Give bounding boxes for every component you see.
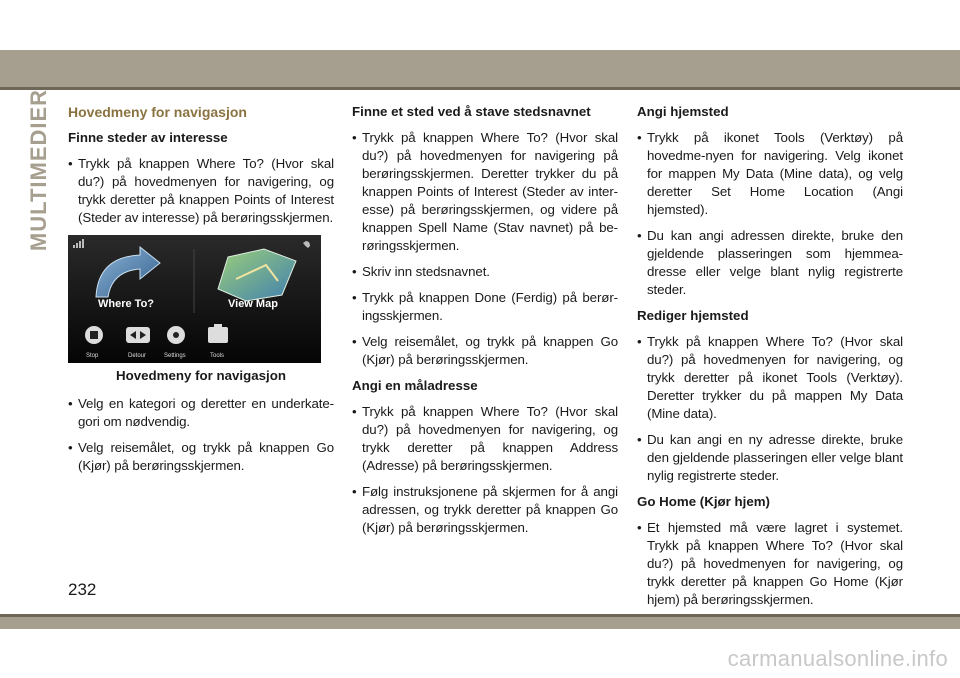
where-to-button: Where To? [98,298,155,310]
subheading-go-home: Go Home (Kjør hjem) [637,494,770,509]
bullet-text: Velg reisemålet, og trykk på knappen Go (Kjør) på berøringsskjermen. [78,440,334,473]
subheading-points-of-interest: Finne steder av interesse [68,130,228,145]
chapter-label: MULTIMEDIER [26,88,52,252]
bullet-text: Du kan angi adressen direkte, bruke den gjeldende plasseringen som hjemmea-dresse eller velge blant nylig registrerte steder. [647,228,903,297]
settings-button-label: Settings [164,353,186,359]
column-1 [68,103,334,483]
subheading-address: Angi en måladresse [352,378,478,393]
section-title: Hovedmeny for navigasjon [68,104,247,120]
subheading-spell-name: Finne et sted ved å stave stedsnavnet [352,104,591,119]
bullet-text: Trykk på knappen Where To? (Hvor skal du?) på hovedmenyen for navigering, og trykk deretter på ikonet Tools (Verktøy). Deretter trykker du på mappen My Data (Mine data). [647,334,903,421]
bullet-item [68,439,334,475]
bullet-text: Velg reisemålet, og trykk på knappen Go (Kjør) på berøringsskjermen. [362,334,618,367]
navigation-main-menu-image [68,235,321,363]
bullet-item [637,129,903,219]
bullet-text: Et hjemsted må være lagret i systemet. Trykk på knappen Where To? (Hvor skal du?) på hovedmenyen for navigering, og trykk deretter på knappen Go Home (Kjør hjem) på berøringsskjermen. [647,520,903,607]
footer-band [0,617,960,629]
bullet-text: Skriv inn stedsnavnet. [362,264,490,279]
column-3 [637,103,903,617]
bullet-text: Følg instruksjonene på skjermen for å angi adressen, og trykk deretter på knappen Go (Kjør) på berøringsskjermen. [362,484,618,535]
bullet-item [352,289,618,325]
bullet-item [637,333,903,423]
subheading-set-home: Angi hjemsted [637,104,729,119]
page-number: 232 [68,580,97,599]
bullet-text: Velg en kategori og deretter en underkate-gori om nødvendig. [78,396,334,429]
bullet-item [637,431,903,485]
watermark: carmanualsonline.info [727,646,948,671]
detour-button-label: Detour [128,353,147,359]
bullet-item [68,155,334,227]
bullet-text: Trykk på knappen Where To? (Hvor skal du?) på hovedmenyen for navigering, og trykk deretter på knappen Address (Adresse) på berøringsskjermen. [362,404,618,473]
view-map-button: View Map [228,298,278,310]
bullet-item [637,519,903,609]
bullet-text: Du kan angi en ny adresse direkte, bruke den gjeldende plasseringen eller velge blant nylig registrerte steder. [647,432,903,483]
bullet-item [352,333,618,369]
chapter-side-tab [26,88,52,252]
stop-button-label: Stop [86,353,99,359]
header-band-line [0,87,960,90]
bullet-text: Trykk på knappen Where To? (Hvor skal du?) på hovedmenyen for navigering på berøringsskjermen. Deretter trykker du på knappen Points of Interest (Steder av inter-esse) på berøringsskjermen, og videre på knappen Spell Name (Stav navnet) på be-røringsskjermen. [362,130,618,253]
bullet-item [352,263,618,281]
bullet-item [68,395,334,431]
column-2 [352,103,618,545]
bullet-item [637,227,903,299]
image-caption: Hovedmeny for navigasjon [116,368,286,383]
subheading-edit-home: Rediger hjemsted [637,308,749,323]
tools-button-label: Tools [210,353,225,359]
bullet-item [352,483,618,537]
bullet-text: Trykk på knappen Where To? (Hvor skal du?) på hovedmenyen for navigering, og trykk deretter på knappen Points of Interest (Steder av interesse) på berøringsskjermen. [78,156,334,225]
bullet-item [352,403,618,475]
bullet-item [352,129,618,255]
header-band [0,50,960,87]
bullet-text: Trykk på knappen Done (Ferdig) på berør-ingsskjermen. [362,290,618,323]
bullet-text: Trykk på ikonet Tools (Verktøy) på hovedme-nyen for navigering. Velg ikonet for mappen My Data (Mine data), og velg deretter Set Home Location (Angi hjemsted). [647,130,903,217]
